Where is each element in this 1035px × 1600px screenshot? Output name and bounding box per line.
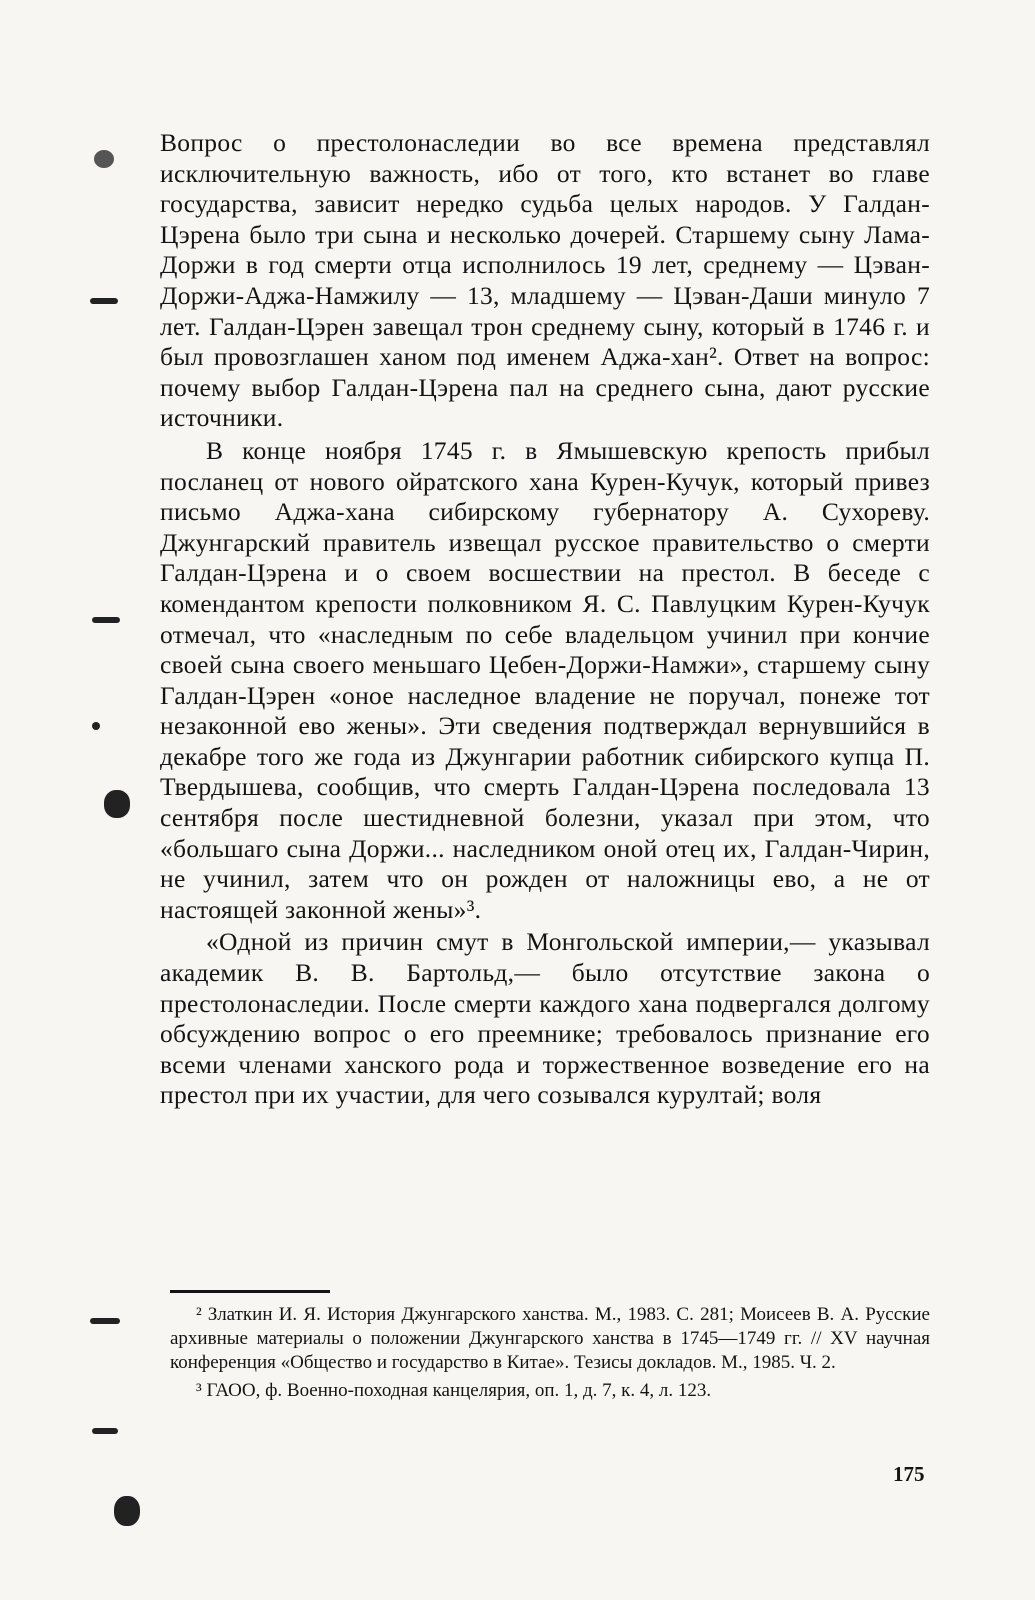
paragraph: В конце ноября 1745 г. в Ямышевскую крепость прибыл посланец от нового ойратского хана Курен-Кучук, который привез письмо Аджа-хана сибирскому губернатору А. Сухореву. Джунгарский правитель извещал русское правительство о смерти Галдан-Цэрена и о своем восшествии на престол. В беседе с комендантом крепости полковником Я. С. Павлуцким Курен-Кучук отмечал, что «наследным по себе владельцом учинил при кончие своей сына своего меньшаго Цебен-Доржи-Намжи», старшему сыну Галдан-Цэрен «оное наследное владение не поручал, понеже тот незаконной ево жены». Эти сведения подтверждал вернувшийся в декабре того же года из Джунгарии работник сибирского купца П. Твердышева, сообщив, что смерть Галдан-Цэрена последовала 13 сентября после шестидневной болезни, указал при этом, что «большаго сына Доржи... наследником оной отец их, Галдан-Чирин, не учинил, затем что он рожден от наложницы ево, а не от настоящей законной жены»³. bbox=[160, 435, 930, 924]
scan-artifact-mark bbox=[92, 617, 120, 623]
scan-artifact-mark bbox=[92, 1428, 118, 1434]
scan-artifact-mark bbox=[92, 722, 100, 730]
footnote-3: ³ ГАОО, ф. Военно-походная канцелярия, оп. 1, д. 7, к. 4, л. 123. bbox=[196, 1380, 712, 1401]
main-text bbox=[160, 128, 930, 1111]
scan-artifact-mark bbox=[90, 1318, 120, 1324]
page-number: 175 bbox=[893, 1462, 925, 1486]
footnotes bbox=[170, 1290, 930, 1403]
footnote-2: ² Златкин И. Я. История Джунгарского ханства. М., 1983. С. 281; Моисеев В. А. Русские архивные материалы о положении Джунгарского ханства в 1745—1749 гг. // XV научная конференция «Общество и государство в Китае». Тезисы докладов. М., 1985. Ч. 2. bbox=[170, 1304, 930, 1373]
paragraph: «Одной из причин смут в Монгольской империи,— указывал академик В. В. Бартольд,— было отсутствие закона о престолонаследии. После смерти каждого хана подвергался долгому обсуждению вопрос о его преемнике; требовалось признание его всеми членами ханского рода и торжественное возведение его на престол при их участии, для чего созывался курултай; воля bbox=[160, 927, 930, 1110]
scan-artifact-mark bbox=[114, 1496, 140, 1526]
footnote-separator bbox=[170, 1290, 330, 1293]
scan-artifact-mark bbox=[90, 298, 118, 304]
scan-artifact-mark bbox=[94, 150, 114, 168]
paragraph: Вопрос о престолонаследии во все времена представлял исключительную важность, ибо от того, кто встанет во главе государства, зависит нередко судьба целых народов. У Галдан-Цэрена было три сына и несколько дочерей. Старшему сыну Лама-Доржи в год смерти отца исполнилось 19 лет, среднему — Цэван-Доржи-Аджа-Намжилу — 13, младшему — Цэван-Даши минуло 7 лет. Галдан-Цэрен завещал трон среднему сыну, который в 1746 г. и был провозглашен ханом под именем Аджа-хан². Ответ на вопрос: почему выбор Галдан-Цэрена пал на среднего сына, дают русские источники. bbox=[160, 128, 930, 433]
scan-artifact-mark bbox=[104, 790, 130, 818]
